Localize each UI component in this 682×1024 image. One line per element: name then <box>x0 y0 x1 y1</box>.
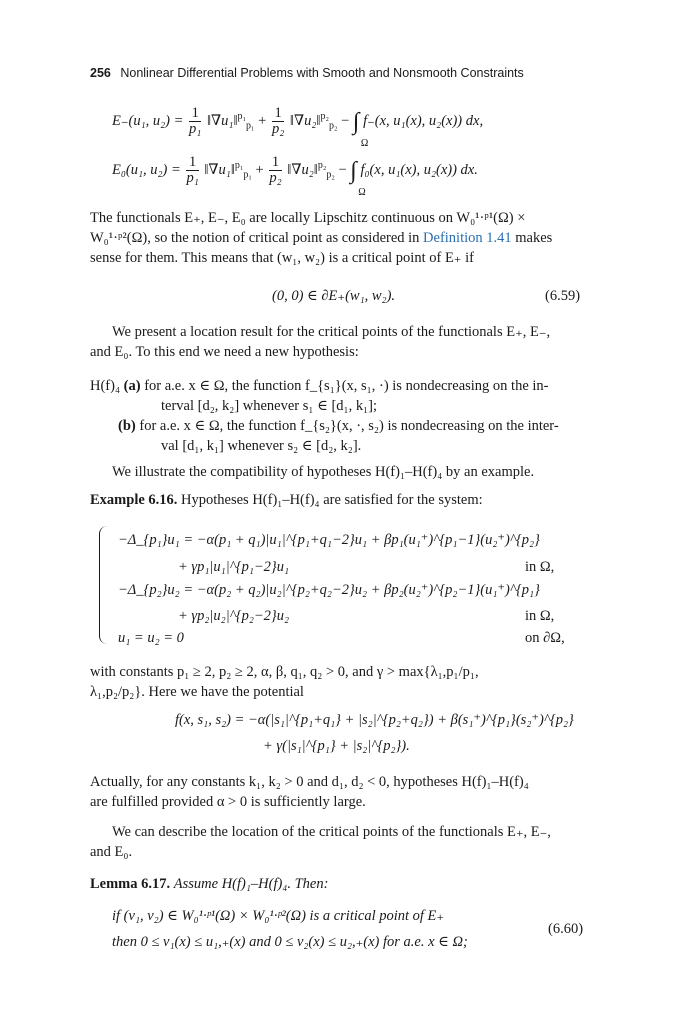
e-minus-lhs: E₋(u₁, u₂) = <box>112 112 184 129</box>
fraction-1-over-p2: $\frac{1}{\text{p₂}}$ <box>271 105 285 137</box>
paragraph-constants: with constants p₁ ≥ 2, p₂ ≥ 2, α, β, q₁, q₂ > 0, and γ > max{λ₁,p₁/p₁, λ₁,p₂/p₂}. Here we have the potential <box>90 664 479 700</box>
paragraph-actually: Actually, for any constants k₁, k₂ > 0 and d₁, d₂ < 0, hypotheses H(f)₁–H(f)₄ are fulfilled provided α > 0 is sufficiently large. <box>90 774 529 810</box>
example-6-16: Example 6.16. Hypotheses H(f)₁–H(f)₄ are satisfied for the system: <box>90 492 483 508</box>
integral-sign: ∫ Ω <box>352 108 369 149</box>
paragraph-lipschitz: The functionals E₊, E₋, E₀ are locally Lipschitz continuous on W₀¹·ᵖ¹(Ω) × W₀¹·ᵖ²(Ω), so the notion of critical point as considered in Definition 1.41 makes sense for them. This means that (w₁, w₂) is a critical point of E₊ if <box>90 210 553 266</box>
lemma-label: Lemma 6.17. <box>90 876 171 892</box>
lemma-line-2: then 0 ≤ v₁(x) ≤ u₁,₊(x) and 0 ≤ v₂(x) ≤ u₂,₊(x) for a.e. x ∈ Ω; <box>112 934 468 950</box>
system-row-3: −Δ_{p₂}u₂ = −α(p₂ + q₂)|u₂|^{p₂+q₂−2}u₂ + βp₂(u₂⁺)^{p₂−1}(u₁⁺)^{p₁} <box>118 582 540 598</box>
running-header <box>90 66 524 80</box>
paragraph-describe: We can describe the location of the critical points of the functionals E₊, E₋, and E₀. <box>90 824 551 860</box>
equation-e-minus: E₋(u₁, u₂) = $\frac{1}{\text{p₁}}$ ‖∇u₁‖$^{p_1}_{p_1}$ + $\frac{1}{\text{p₂}}$ ‖∇u₂‖$^{p_2}_{p_2}$ − ∫ Ω f₋(x, u₁(x), u₂(x)) dx, <box>112 105 484 149</box>
system-row-5-domain: on ∂Ω, <box>525 630 565 646</box>
system-row-4: + γp₂|u₂|^{p₂−2}u₂ <box>178 608 290 624</box>
system-row-2-domain: in Ω, <box>525 559 555 575</box>
lemma-6-17: Lemma 6.17. Assume H(f)₁–H(f)₄. Then: <box>90 876 329 892</box>
equation-number-6-59: (6.59) <box>545 288 581 304</box>
equation-6-59: (0, 0) ∈ ∂E₊(w₁, w₂). <box>272 288 396 304</box>
system-row-1: −Δ_{p₁}u₁ = −α(p₁ + q₁)|u₁|^{p₁+q₁−2}u₁ + βp₁(u₁⁺)^{p₁−1}(u₂⁺)^{p₂} <box>118 532 540 548</box>
e-zero-lhs: E₀(u₁, u₂) = <box>112 161 181 178</box>
f-minus-integrand: f₋(x, u₁(x), u₂(x)) dx, <box>363 112 484 129</box>
fraction-1-over-p1: $\frac{1}{\text{p₁}}$ <box>189 105 202 137</box>
integral-sign: ∫ Ω <box>350 157 366 198</box>
system-row-2: + γp₁|u₁|^{p₁−2}u₁ <box>178 559 290 575</box>
potential-line-1: f(x, s₁, s₂) = −α(|s₁|^{p₁+q₁} + |s₂|^{p₂+q₂}) + β(s₁⁺)^{p₁}(s₂⁺)^{p₂} <box>175 712 574 728</box>
running-title: Nonlinear Differential Problems with Smooth and Nonsmooth Constraints <box>120 66 524 80</box>
example-label: Example 6.16. <box>90 492 178 508</box>
equation-e-zero: E₀(u₁, u₂) = $\frac{1}{\text{p₁}}$ ‖∇u₁‖$^{p_1}_{p_1}$ + $\frac{1}{\text{p₂}}$ ‖∇u₂‖$^{p_2}_{p_2}$ − ∫ Ω f₀(x, u₁(x), u₂(x)) dx. <box>112 154 478 198</box>
hypothesis-hf4: H(f)₄ (a) for a.e. x ∈ Ω, the function f_{s₁}(x, s₁, ·) is nondecreasing on the in- terval [d₂, k₂] whenever s₁ ∈ [d₁, k₁]; (b) for a.e. x ∈ Ω, the function f_{s₂}(x, ·, s₂) is nondecreasing on the inter- val [d₁, k₁] whenever s₂ ∈ [d₂, k₂]. <box>90 378 559 454</box>
system-row-4-domain: in Ω, <box>525 608 555 624</box>
system-row-5: u₁ = u₂ = 0 <box>118 630 184 646</box>
grad-norm-u2: ‖∇u₂‖ <box>289 112 321 129</box>
f-zero-integrand: f₀(x, u₁(x), u₂(x)) dx. <box>360 161 478 178</box>
paragraph-location: We present a location result for the critical points of the functionals E₊, E₋, and E₀. To this end we need a new hypothesis: <box>90 324 551 360</box>
system-brace <box>99 526 110 644</box>
definition-link[interactable]: Definition 1.41 <box>423 230 512 246</box>
paragraph-compatibility: We illustrate the compatibility of hypotheses H(f)₁–H(f)₄ by an example. <box>112 464 535 480</box>
grad-norm-u1: ‖∇u₁‖ <box>206 112 238 129</box>
page-number: 256 <box>90 66 111 80</box>
potential-line-2: + γ(|s₁|^{p₁} + |s₂|^{p₂}). <box>263 738 410 754</box>
hypothesis-label: H(f)₄ <box>90 378 121 394</box>
lemma-line-1: if (v₁, v₂) ∈ W₀¹·ᵖ¹(Ω) × W₀¹·ᵖ²(Ω) is a critical point of E₊ <box>112 908 445 924</box>
equation-number-6-60: (6.60) <box>548 921 584 937</box>
